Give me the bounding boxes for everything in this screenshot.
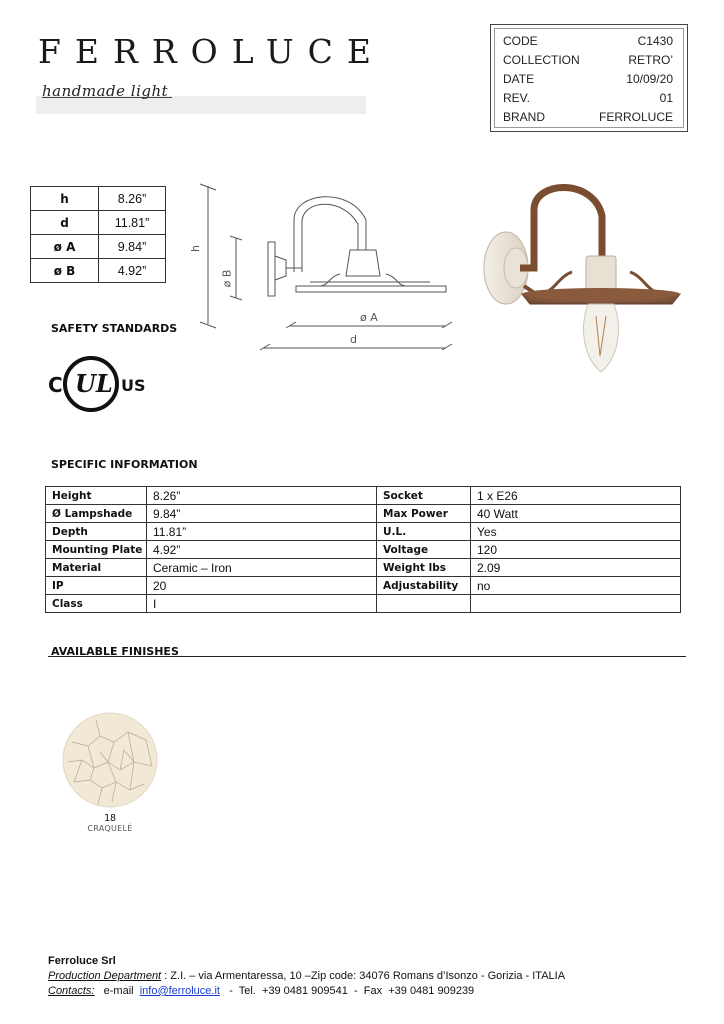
document-meta-box xyxy=(490,24,688,132)
specific-information-heading: SPECIFIC INFORMATION xyxy=(51,458,198,471)
specific-information-table xyxy=(45,486,681,613)
drawing-label-a: ø A xyxy=(360,311,378,324)
table-row: Material Ceramic – Iron Weight lbs 2.09 xyxy=(46,559,681,577)
meta-row-collection: COLLECTION RETRO’ xyxy=(503,53,673,67)
table-row: ø A 9.84” xyxy=(31,235,166,259)
brand-reflection xyxy=(36,92,366,118)
section-divider xyxy=(48,656,686,657)
brand-logo-wordmark: FERROLUCE xyxy=(38,32,385,71)
meta-row-brand: BRAND FERROLUCE xyxy=(503,110,673,124)
product-photo xyxy=(476,176,686,382)
table-row: Class I xyxy=(46,595,681,613)
ul-certification-mark: C UL US xyxy=(48,352,158,412)
drawing-label-b: ø B xyxy=(220,269,234,288)
table-row: d 11.81” xyxy=(31,211,166,235)
brand-underline xyxy=(42,97,172,98)
finish-swatch-craquele xyxy=(62,712,158,808)
brand-tagline: handmade light xyxy=(42,82,169,100)
drawing-label-d: d xyxy=(350,333,357,346)
available-finishes-heading: AVAILABLE FINISHES xyxy=(51,645,179,658)
finish-name: CRAQUELÉ xyxy=(87,824,133,833)
finish-code: 18 xyxy=(103,813,117,824)
footer-contacts: Contacts: e-mail info@ferroluce.it - Tel. +39 0481 909541 - Fax +39 0481 909239 xyxy=(48,985,475,997)
meta-row-date: DATE 10/09/20 xyxy=(503,72,673,86)
footer-company: Ferroluce Srl xyxy=(48,955,116,967)
footer-production: Production Department : Z.I. – via Armentaressa, 10 –Zip code: 34076 Romans d’Isonzo - Gorizia - ITALIA xyxy=(48,970,566,982)
table-row: Ø Lampshade 9.84” Max Power 40 Watt xyxy=(46,505,681,523)
table-row: ø B 4.92” xyxy=(31,259,166,283)
technical-drawing xyxy=(190,176,460,356)
table-row: h 8.26” xyxy=(31,187,166,211)
table-row: Mounting Plate 4.92” Voltage 120 xyxy=(46,541,681,559)
table-row: Height 8.26” Socket 1 x E26 xyxy=(46,487,681,505)
safety-standards-heading: SAFETY STANDARDS xyxy=(51,322,178,335)
drawing-label-h: h xyxy=(188,245,202,252)
meta-row-rev: REV. 01 xyxy=(503,91,673,105)
meta-row-code: CODE C1430 xyxy=(503,34,673,48)
table-row: Depth 11.81” U.L. Yes xyxy=(46,523,681,541)
email-link[interactable]: info@ferroluce.it xyxy=(139,985,220,997)
table-row: IP 20 Adjustability no xyxy=(46,577,681,595)
dimensions-table xyxy=(30,186,166,283)
